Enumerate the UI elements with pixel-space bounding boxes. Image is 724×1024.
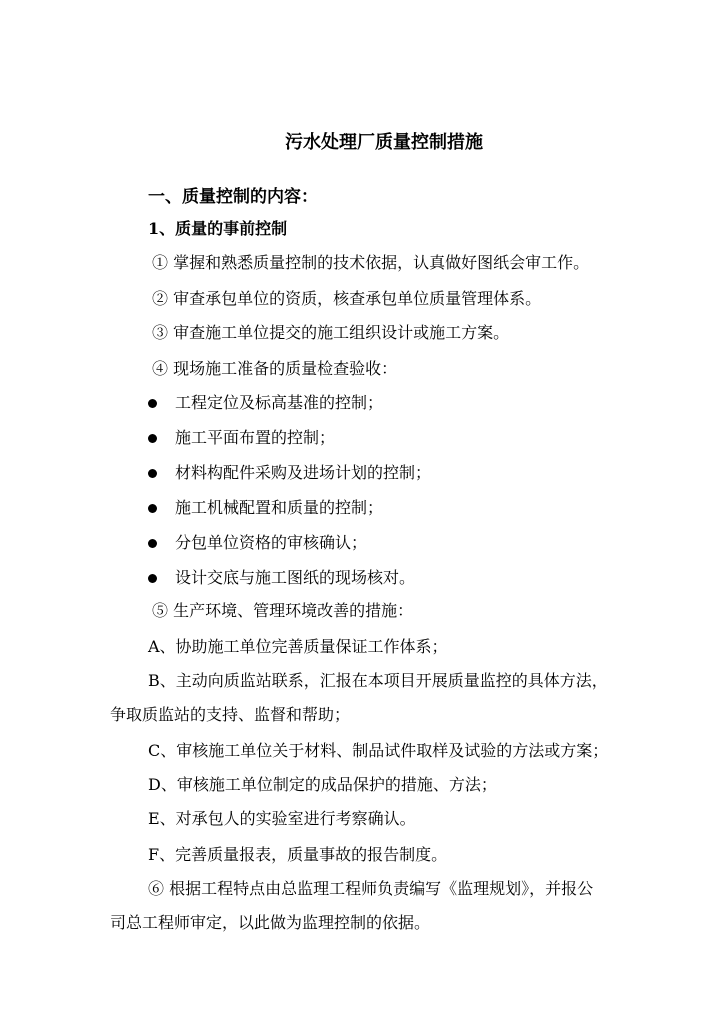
- bullet-dot-icon: [148, 504, 157, 513]
- bullet-text: 分包单位资格的审核确认；: [175, 533, 368, 552]
- letter-item-f: F、完善质量报表，质量事故的报告制度。: [148, 845, 448, 864]
- bullet-text: 设计交底与施工图纸的现场核对。: [175, 568, 416, 587]
- bullet-text: 施工平面布置的控制；: [175, 428, 336, 447]
- numbered-item-3: ③ 审查施工单位提交的施工组织设计或施工方案。: [152, 323, 510, 342]
- numbered-item-6: ⑥ 根据工程特点由总监理工程师负责编写《监理规划》，并报公: [148, 879, 594, 898]
- document-title: 污水处理厂质量控制措施: [285, 132, 483, 153]
- bullet-item: [148, 427, 335, 449]
- subsection-heading: 1、质量的事前控制: [148, 219, 288, 238]
- bullet-item: [148, 392, 383, 414]
- section-heading: 一、质量控制的内容：: [148, 187, 318, 207]
- numbered-item-2: ② 审查承包单位的资质，核查承包单位质量管理体系。: [152, 289, 542, 308]
- bullet-item: [148, 462, 431, 484]
- letter-item-a: A、协助施工单位完善质量保证工作体系；: [148, 637, 448, 656]
- bullet-text: 施工机械配置和质量的控制；: [175, 498, 384, 517]
- bullet-dot-icon: [148, 539, 157, 548]
- bullet-item: [148, 567, 415, 589]
- letter-item-b: B、主动向质监站联系，汇报在本项目开展质量监控的具体方法，: [148, 671, 608, 690]
- numbered-item-5: ⑤ 生产环境、管理环境改善的措施：: [152, 601, 414, 620]
- letter-item-d: D、审核施工单位制定的成品保护的措施、方法；: [148, 775, 497, 794]
- letter-item-e: E、对承包人的实验室进行考察确认。: [148, 809, 416, 828]
- letter-item-b-continued: 争取质监站的支持、监督和帮助；: [110, 705, 351, 724]
- bullet-dot-icon: [148, 399, 157, 408]
- bullet-dot-icon: [148, 469, 157, 478]
- bullet-text: 材料构配件采购及进场计划的控制；: [175, 463, 432, 482]
- numbered-item-1: ① 掌握和熟悉质量控制的技术依据，认真做好图纸会审工作。: [152, 253, 590, 272]
- bullet-item: [148, 532, 367, 554]
- bullet-dot-icon: [148, 574, 157, 583]
- numbered-item-6-continued: 司总工程师审定，以此做为监理控制的依据。: [110, 913, 431, 932]
- bullet-dot-icon: [148, 434, 157, 443]
- letter-item-c: C、审核施工单位关于材料、制品试件取样及试验的方法或方案；: [148, 741, 609, 760]
- bullet-item: [148, 497, 383, 519]
- numbered-item-4: ④ 现场施工准备的质量检查验收：: [152, 359, 398, 378]
- bullet-text: 工程定位及标高基准的控制；: [175, 393, 384, 412]
